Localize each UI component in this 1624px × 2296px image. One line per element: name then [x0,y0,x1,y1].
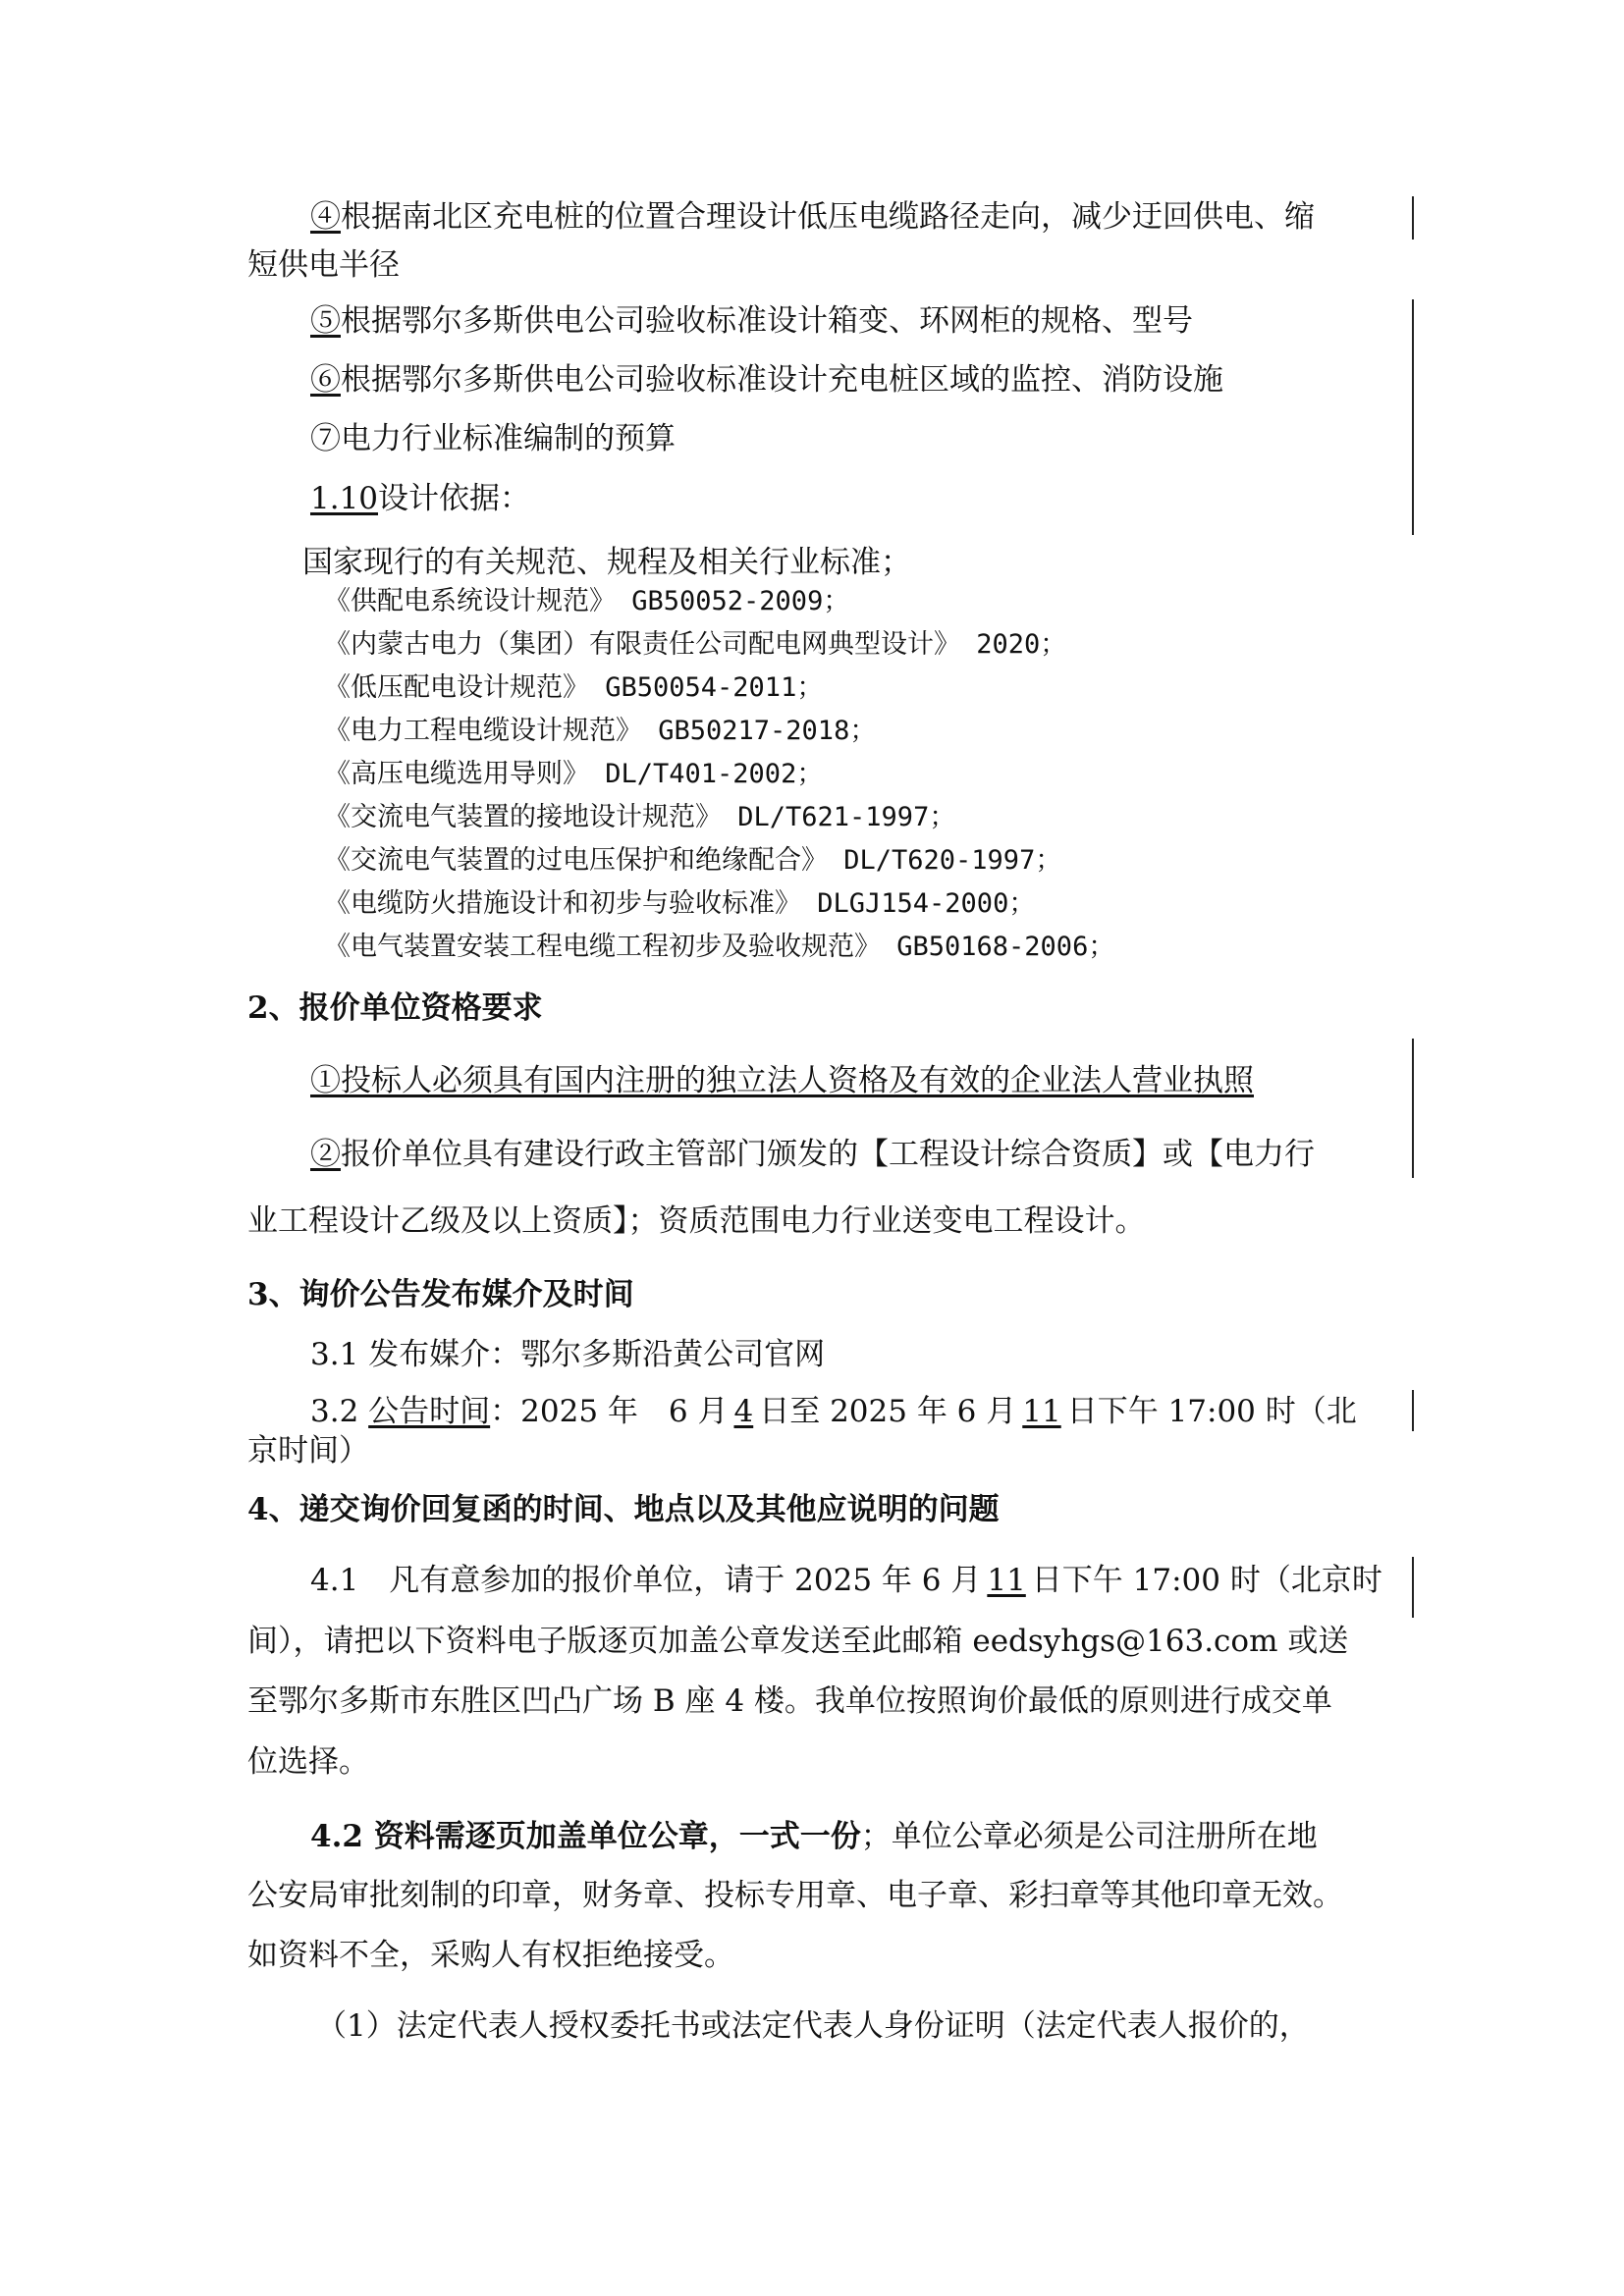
p41-text-a: 4.1 凡有意参加的报价单位，请于 2025 年 6 月 [310,1563,982,1598]
item-4-number: ④ [310,199,341,235]
p42-line-2: 公安局审批刻制的印章，财务章、投标专用章、电子章、彩扫章等其他印章无效。 [247,1878,1343,1913]
item-7: ⑦电力行业标准编制的预算 [310,421,676,456]
design-basis-number: 1.10 [310,481,379,516]
item-5 [310,301,1193,341]
announcement-time-label: 公告时间 [368,1394,491,1429]
p41-line-3: 至鄂尔多斯市东胜区凹凸广场 B 座 4 楼。我单位按照询价最低的原则进行成交单 [247,1683,1332,1719]
design-basis-label: 设计依据： [378,481,531,516]
item-6-text: 根据鄂尔多斯供电公司验收标准设计充电桩区域的监控、消防设施 [341,362,1223,398]
p42-line-3: 如资料不全，采购人有权拒绝接受。 [247,1938,734,1973]
p41-line-1 [310,1561,1382,1600]
p41-line-4: 位选择。 [247,1744,369,1780]
section-4-heading: 4、递交询价回复函的时间、地点以及其他应说明的问题 [247,1492,1000,1527]
item-6 [310,360,1223,400]
p42-line-1 [310,1817,1318,1856]
p42-bold-text: 4.2 资料需逐页加盖单位公章，一式一份 [310,1819,861,1854]
section-3-heading: 3、询价公告发布媒介及时间 [247,1277,634,1312]
qualification-item-2-number: ② [310,1137,341,1172]
announcement-time-prefix: 3.2 [310,1394,369,1429]
announcement-time-b: 日至 2025 年 6 月 [759,1394,1017,1429]
section-2-heading: 2、报价单位资格要求 [247,990,543,1026]
p41-line-2: 间），请把以下资料电子版逐页加盖公章发送至此邮箱 eedsyhgs@163.com 或送 [247,1624,1349,1659]
standard-2: 《内蒙古电力（集团）有限责任公司配电网典型设计》 2020； [324,629,1067,660]
qualification-item-2-line-1 [310,1135,1315,1174]
change-bar-1 [1412,196,1414,240]
announcement-day-start: 4 [733,1394,754,1429]
item-5-text: 根据鄂尔多斯供电公司验收标准设计箱变、环网柜的规格、型号 [341,303,1193,339]
standard-4: 《电力工程电缆设计规范》 GB50217-2018； [324,716,877,746]
standard-8: 《电缆防火措施设计和初步与验收标准》 DLGJ154-2000； [324,888,1036,919]
design-basis-intro: 国家现行的有关规范、规程及相关行业标准； [302,545,911,580]
standard-6: 《交流电气装置的接地设计规范》 DL/T621-1997； [324,802,956,832]
standard-3: 《低压配电设计规范》 GB50054-2011； [324,672,824,703]
qualification-item-2-text: 报价单位具有建设行政主管部门颁发的【工程设计综合资质】或【电力行 [341,1137,1315,1172]
standard-5: 《高压电缆选用导则》 DL/T401-2002； [324,759,824,789]
standard-9: 《电气装置安装工程电缆工程初步及验收规范》 GB50168-2006； [324,932,1115,962]
requirement-item-1: （1）法定代表人授权委托书或法定代表人身份证明（法定代表人报价的， [316,2008,1310,2044]
publish-media: 3.1 发布媒介：鄂尔多斯沿黄公司官网 [310,1337,826,1372]
change-bar-4 [1412,1390,1414,1431]
standard-1: 《供配电系统设计规范》 GB50052-2009； [324,586,850,616]
qualification-item-1: ①投标人必须具有国内注册的独立法人资格及有效的企业法人营业执照 [310,1063,1254,1098]
design-basis-heading [310,479,530,518]
announcement-time-a: ：2025 年 6 月 [490,1394,729,1429]
change-bar-2 [1412,299,1414,535]
p42-rest-text: ；单位公章必须是公司注册所在地 [860,1819,1318,1854]
announcement-time-line-2: 京时间） [247,1433,369,1468]
announcement-time-line-1 [310,1392,1357,1431]
item-4-line-1 [310,197,1315,237]
announcement-day-end: 11 [1022,1394,1061,1429]
standard-7: 《交流电气装置的过电压保护和绝缘配合》 DL/T620-1997； [324,845,1062,876]
announcement-time-c: 日下午 17:00 时（北 [1066,1394,1357,1429]
p41-text-b: 日下午 17:00 时（北京时 [1031,1563,1382,1598]
p41-day: 11 [987,1563,1026,1598]
change-bar-5 [1412,1557,1414,1618]
change-bar-3 [1412,1039,1414,1178]
item-6-number: ⑥ [310,362,341,398]
item-4-text: 根据南北区充电桩的位置合理设计低压电缆路径走向，减少迂回供电、缩 [341,199,1315,235]
qualification-item-2-line-2: 业工程设计乙级及以上资质】；资质范围电力行业送变电工程设计。 [247,1203,1146,1239]
item-4-line-2: 短供电半径 [247,247,400,283]
item-5-number: ⑤ [310,303,341,339]
